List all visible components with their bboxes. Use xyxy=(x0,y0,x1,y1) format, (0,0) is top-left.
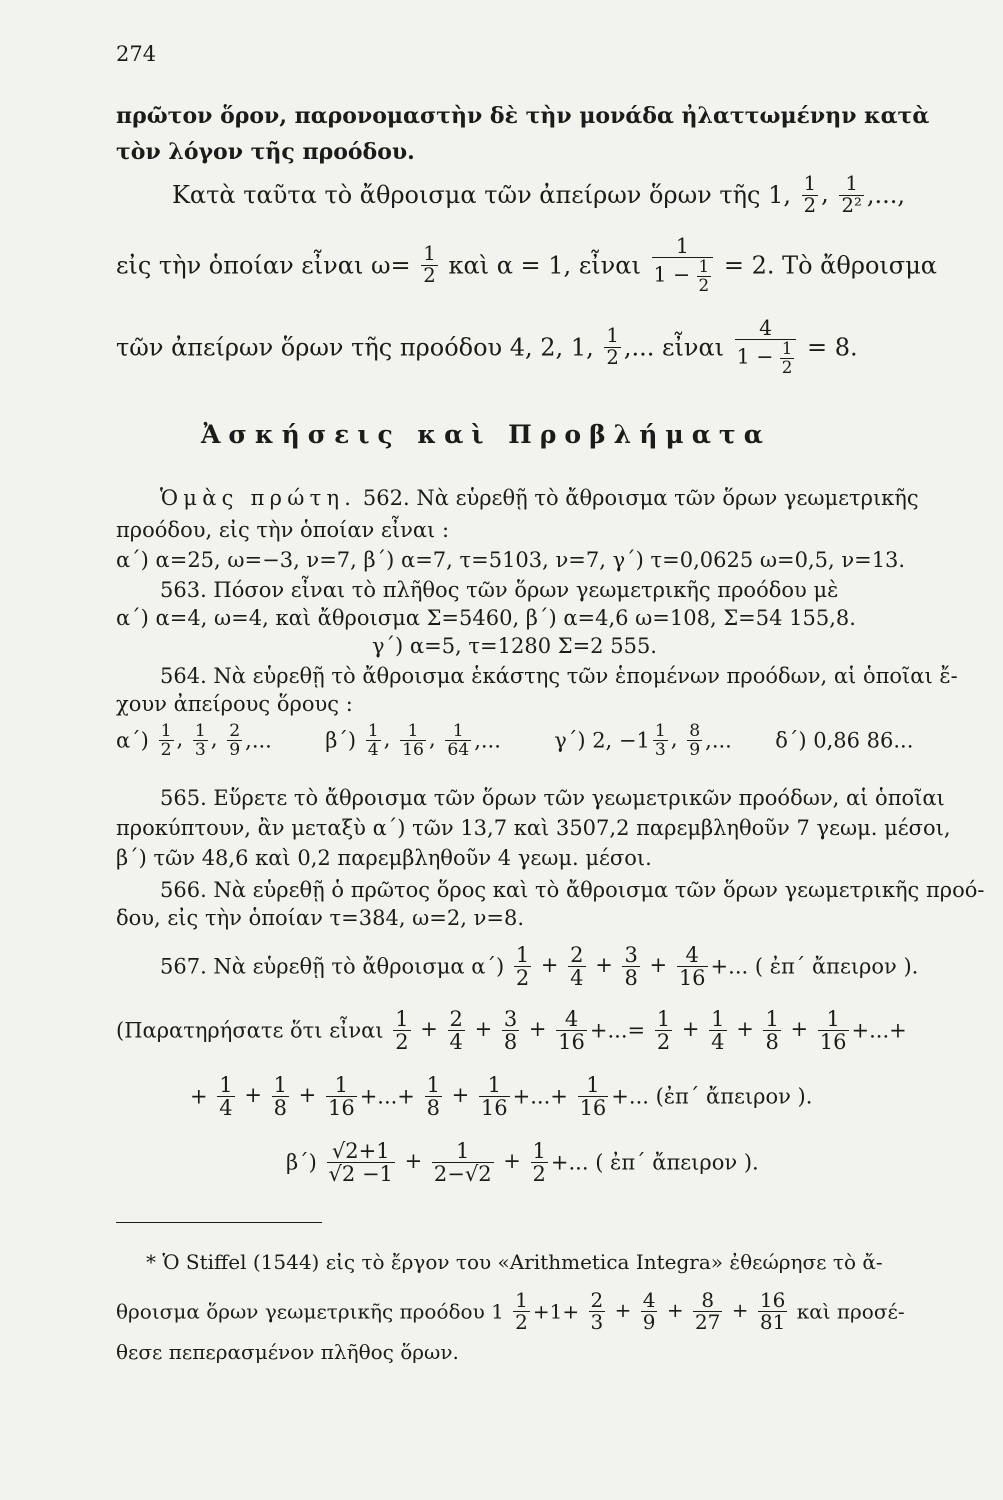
fraction: $\frac{1}{16}$ xyxy=(402,721,424,761)
exercise-562-line-1: Ὁμὰς πρώτη. 562. Νὰ εὑρεθῇ τὸ ἄθροισμα τῶν ὅρων γεωμετρικῆς xyxy=(160,486,919,510)
fraction: $\frac{1}{2}$ xyxy=(160,721,172,761)
fraction: $\frac{4}{16}$ xyxy=(558,1007,585,1055)
fraction: $\frac{1}{4}$ xyxy=(219,1073,233,1121)
fraction: $\frac{1}{2}$ xyxy=(656,1007,671,1055)
footnote-divider xyxy=(116,1222,322,1223)
fraction: 4 1 − $\frac{1}{2}$ xyxy=(735,318,797,377)
exercise-565-line-2: προκύπτουν, ἂν μεταξὺ α΄) τῶν 13,7 καὶ 3507,2 παρεμβληθοῦν 7 γεωμ. μέσοι, xyxy=(116,816,951,840)
footnote-line-2: θροισμα ὅρων γεωμετρικῆς προόδου 1 $\frac{1}{2}$ +1+ $\frac{2}{3}$ + $\frac{4}{9}$ + $\frac{8}{27}$ + $\frac{16}{81}$ καὶ προσέ- xyxy=(116,1288,905,1334)
exercise-565-line-1: 565. Εὕρετε τὸ ἄθροισμα τῶν ὅρων τῶν γεωμετρικῶν προόδων, αἱ ὁποῖαι xyxy=(160,786,945,810)
exercise-563-line-3: γ΄) α=5, τ=1280 Σ=2 555. xyxy=(372,634,657,658)
fraction: $\frac{1}{2}$ xyxy=(532,1139,546,1187)
fraction: $\frac{1}{16}$ xyxy=(579,1073,607,1121)
fraction: $\frac{16}{81}$ xyxy=(759,1288,786,1334)
fraction: $\frac{1}{64}$ xyxy=(447,721,470,761)
exercise-563-line-2: α΄) α=4, ω=4, καὶ ἄθροισμα Σ=5460, β΄) α=4,6 ω=108, Σ=54 155,8. xyxy=(116,606,856,630)
exercise-562-line-3: α΄) α=25, ω=−3, ν=7, β΄) α=7, τ=5103, ν=7, γ΄) τ=0,0625 ω=0,5, ν=13. xyxy=(116,548,906,572)
intro-line-2: τὸν λόγον τῆς προόδου. xyxy=(116,139,415,165)
fraction: $\frac{1}{8}$ xyxy=(765,1007,779,1055)
fraction: $\frac{8}{27}$ xyxy=(694,1288,721,1334)
fraction: $\frac{8}{9}$ xyxy=(689,721,701,761)
fraction: $\frac{1}{2}$ xyxy=(803,172,817,217)
exercise-567-line-1: 567. Νὰ εὑρεθῇ τὸ ἄθροισμα α΄) $\frac{1}{2}$ + $\frac{2}{4}$ + $\frac{3}{8}$ + $\frac{4}{16}$ +... ( ἐπ΄ ἄπειρον ). xyxy=(160,943,919,991)
fraction: $\frac{3}{8}$ xyxy=(624,943,638,991)
fraction: $\frac{2}{9}$ xyxy=(229,721,241,761)
fraction: $\frac{2}{3}$ xyxy=(590,1288,604,1334)
example-line-3: τῶν ἀπείρων ὅρων τῆς προόδου 4, 2, 1, $\frac{1}{2}$ ,... εἶναι 4 1 − $\frac{1}{2}$ = 8. xyxy=(116,316,858,377)
fraction: $\frac{1}{3}$ xyxy=(654,721,666,761)
fraction: $\frac{4}{9}$ xyxy=(642,1288,656,1334)
fraction: $\frac{1}{4}$ xyxy=(367,721,379,761)
example-line-1: Κατὰ ταῦτα τὸ ἄθροισμα τῶν ἀπείρων ὅρων τῆς 1, $\frac{1}{2}$ , $\frac{1}{\text{2²}}$ ,..., xyxy=(172,172,905,217)
exercise-567-line-4: β΄) $\frac{√2+1}{√2 -1}$ + $\frac{1}{2-√2}$ + $\frac{1}{2}$ +... ( ἐπ΄ ἄπειρον ). xyxy=(286,1139,759,1187)
exercise-563-line-1: 563. Πόσον εἶναι τὸ πλῆθος τῶν ὅρων γεωμετρικῆς προόδου μὲ xyxy=(160,578,839,602)
footnote-line-3: θεσε πεπερασμένον πλῆθος ὅρων. xyxy=(116,1340,459,1364)
footnote-line-1: * Ὁ Stiffel (1544) εἰς τὸ ἔργον του «Arithmetica Integra» ἐθεώρησε τὸ ἄ- xyxy=(146,1250,883,1274)
section-heading: Ἀσκήσεις καὶ Προβλήματα xyxy=(201,420,771,449)
exercise-567-line-3: + $\frac{1}{4}$ + $\frac{1}{8}$ + $\frac{1}{16}$ +...+ $\frac{1}{8}$ + $\frac{1}{16}$ +...+ $\frac{1}{16}$ +... (ἐπ΄ ἄπειρον ). xyxy=(190,1073,813,1121)
exercise-562-line-2: προόδου, εἰς τὴν ὁποίαν εἶναι : xyxy=(116,518,450,542)
exercise-564-line-3: α΄) $\frac{1}{2}$ , $\frac{1}{3}$ , $\frac{2}{9}$ ,... β΄) $\frac{1}{4}$ , $\frac{1}{16}$ , $\frac{1}{64}$ ,... γ΄) 2, −1 $\frac{1}{3}$ , $\frac{8}{9}$ ,... δ΄) 0,86 86... xyxy=(116,721,914,761)
fraction: $\frac{1}{3}$ xyxy=(194,721,206,761)
exercise-564-line-2: χουν ἀπείρους ὅρους : xyxy=(116,692,353,716)
fraction: $\frac{1}{2}$ xyxy=(515,1288,528,1334)
fraction: $\frac{1}{4}$ xyxy=(711,1007,725,1055)
exercise-564-line-1: 564. Νὰ εὑρεθῇ τὸ ἄθροισμα ἑκάστης τῶν ἑπομένων προόδων, αἱ ὁποῖαι ἔ- xyxy=(160,664,958,688)
fraction: $\frac{1}{\text{2²}}$ xyxy=(841,172,862,217)
exercise-566-line-1: 566. Νὰ εὑρεθῇ ὁ πρῶτος ὅρος καὶ τὸ ἄθροισμα τῶν ὅρων γεωμετρικῆς προό- xyxy=(160,878,985,902)
exercise-565-line-3: β΄) τῶν 48,6 καὶ 0,2 παρεμβληθοῦν 4 γεωμ. μέσοι. xyxy=(116,846,652,870)
fraction: $\frac{1}{2}$ xyxy=(515,943,530,991)
fraction: $\frac{1}{16}$ xyxy=(819,1007,847,1055)
fraction: $\frac{1}{8}$ xyxy=(426,1073,440,1121)
fraction: $\frac{1}{8}$ xyxy=(273,1073,287,1121)
fraction: $\frac{1}{2}$ xyxy=(423,242,436,287)
fraction: $\frac{1}{16}$ xyxy=(327,1073,355,1121)
intro-line-1: πρῶτον ὅρον, παρονομαστὴν δὲ τὴν μονάδα ἠλαττωμένην κατὰ xyxy=(116,103,930,129)
fraction: $\frac{2}{4}$ xyxy=(449,1007,463,1055)
fraction: 1 1 − $\frac{1}{2}$ xyxy=(652,236,714,295)
page-number: 274 xyxy=(116,42,157,66)
exercise-566-line-2: δου, εἰς τὴν ὁποίαν τ=384, ω=2, ν=8. xyxy=(116,906,525,930)
fraction: $\frac{1}{2}$ xyxy=(395,1007,409,1055)
fraction: $\frac{3}{8}$ xyxy=(503,1007,518,1055)
fraction: $\frac{2}{4}$ xyxy=(570,943,584,991)
fraction: $\frac{1}{16}$ xyxy=(480,1073,508,1121)
exercise-567-line-2: (Παρατηρήσατε ὅτι εἶναι $\frac{1}{2}$ + $\frac{2}{4}$ + $\frac{3}{8}$ + $\frac{4}{16}$ +...= $\frac{1}{2}$ + $\frac{1}{4}$ + $\frac{1}{8}$ + $\frac{1}{16}$ +...+ xyxy=(116,1007,907,1055)
example-line-2: εἰς τὴν ὁποίαν εἶναι ω= $\frac{1}{2}$ καὶ α = 1, εἶναι 1 1 − $\frac{1}{2}$ = 2. Τὸ ἄθροισμα xyxy=(116,234,937,295)
fraction: $\frac{1}{2-√2}$ xyxy=(433,1139,492,1187)
fraction: $\frac{4}{16}$ xyxy=(678,943,706,991)
fraction: $\frac{1}{2}$ xyxy=(606,324,619,369)
fraction: $\frac{√2+1}{√2 -1}$ xyxy=(328,1139,393,1187)
